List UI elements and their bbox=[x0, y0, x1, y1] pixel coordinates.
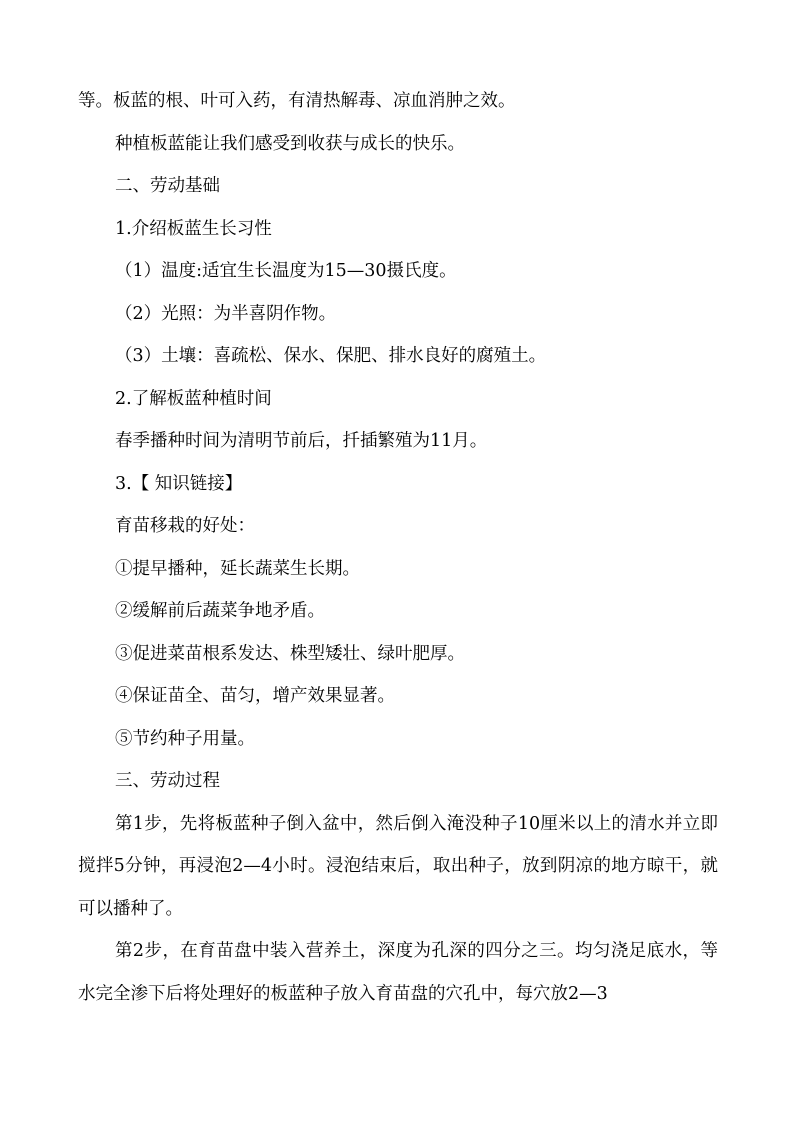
subsection-heading: 3.【 知识链接】 bbox=[115, 473, 243, 494]
list-item: ⑤节约种子用量。 bbox=[115, 728, 255, 749]
step-1-paragraph: 第1步，先将板蓝种子倒入盆中，然后倒入淹没种子10厘米以上的清水并立即搅拌5分钟，再浸泡2—4小时。浸泡结束后，取出种子，放到阴凉的地方晾干，就可以播种了。 bbox=[78, 813, 718, 919]
text-line: 春季播种时间为清明节前后，扦插繁殖为11月。 bbox=[115, 431, 488, 451]
subsection-heading: 1.介绍板蓝生长习性 bbox=[115, 218, 272, 239]
section-heading: 二、劳动基础 bbox=[115, 176, 220, 196]
list-item: （3）土壤：喜疏松、保水、保肥、排水良好的腐殖土。 bbox=[115, 346, 547, 366]
list-item: （2）光照：为半喜阴作物。 bbox=[115, 303, 337, 324]
text-line: 种植板蓝能让我们感受到收获与成长的快乐。 bbox=[115, 133, 465, 154]
text-line: 育苗移栽的好处： bbox=[115, 516, 255, 536]
text-line: 等。板蓝的根、叶可入药，有清热解毒、凉血消肿之效。 bbox=[78, 91, 516, 111]
subsection-heading: 2.了解板蓝种植时间 bbox=[115, 388, 272, 409]
list-item: ①提早播种，延长蔬菜生长期。 bbox=[115, 558, 360, 579]
list-item: ③促进菜苗根系发达、株型矮壮、绿叶肥厚。 bbox=[115, 643, 465, 664]
document-body bbox=[78, 80, 718, 1015]
list-item: ④保证苗全、苗匀，增产效果显著。 bbox=[115, 686, 395, 706]
list-item: ②缓解前后蔬菜争地矛盾。 bbox=[115, 601, 325, 621]
section-heading: 三、劳动过程 bbox=[115, 771, 220, 791]
step-2-paragraph: 第2步，在育苗盘中装入营养土，深度为孔深的四分之三。均匀浇足底水，等水完全渗下后将处理好的板蓝种子放入育苗盘的穴孔中，每穴放2—3 bbox=[78, 941, 718, 1004]
list-item: （1）温度:适宜生长温度为15—30摄氏度。 bbox=[115, 261, 457, 281]
